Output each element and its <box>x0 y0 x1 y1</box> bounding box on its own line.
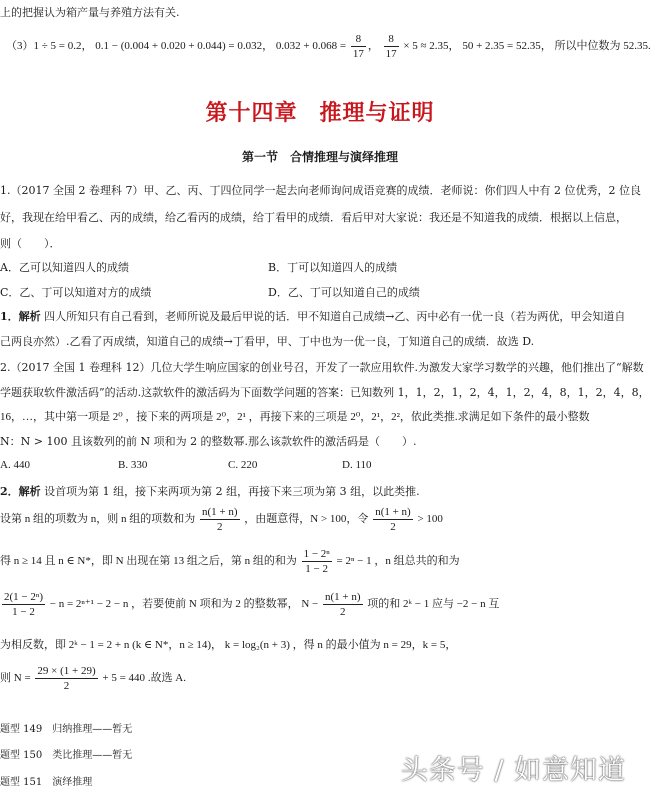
answer-1-label: 1．解析 <box>0 310 41 323</box>
question-1-option-d: D．乙、丁可以知道自己的成绩 <box>268 286 420 299</box>
section-title: 第一节 合情推理与演绎推理 <box>241 150 398 164</box>
topic-item-149: 题型 149 归纳推理——暂无 <box>0 724 133 735</box>
calc-prefix: （3）1 ÷ 5 = 0.2， <box>6 40 93 53</box>
answer-2-line-2: 设第 n 组的项数为 n，则 n 组的项数和为 $\frac{n(1 + n)}{2}$ ，由题意得，N > 100，令 $\frac{n(1 + n)}{2}$ > 100 <box>0 506 443 533</box>
median-calculation: （3）1 ÷ 5 = 0.2， 0.1 − (0.004 + 0.020 + 0.044) = 0.032， 0.032 + 0.068 = $\frac{8}{17}$ ， $\frac{8}{17}$ × 5 ≈ 2.35， 50 + 2.35 = 52.35， 所以中位数为 52.35. <box>6 33 651 60</box>
calc-part4: × 5 ≈ 2.35， <box>403 40 460 53</box>
question-2-line-4: N：N > 100 且该数列的前 N 项和为 2 的整数幂.那么该款软件的激活码是（ ）. <box>0 435 417 448</box>
answer-1-line-2: 己两良亦然）.乙看了丙成绩，知道自己的成绩→丁看甲，甲、丁中也为一优一良，丁知道自己的成绩．故选 D. <box>0 335 535 348</box>
question-1-line-3: 则（ ）． <box>0 237 61 250</box>
calc-suffix: 所以中位数为 52.35. <box>554 40 651 53</box>
answer-2-line-5: 为相反数，即 2ᵏ − 1 = 2 + n (k ∈ N*，n ≥ 14)， k = log₂(n + 3) ，得 n 的最小值为 n = 29，k = 5， <box>0 639 457 651</box>
question-1-option-b: B．丁可以知道四人的成绩 <box>268 261 398 274</box>
topic-item-150: 题型 150 类比推理——暂无 <box>0 750 133 761</box>
question-2-option-d: D. 110 <box>342 459 372 471</box>
question-1-line-1: 1.（2017 全国 2 卷理科 7）甲、乙、丙、丁四位同学一起去向老师询问成语竞赛的成绩．老师说：你们四人中有 2 位优秀，2 位良 <box>0 184 641 197</box>
question-1-option-c: C．乙、丁可以知道对方的成绩 <box>0 286 152 299</box>
question-2-option-c: C. 220 <box>228 459 258 471</box>
answer-1-line-1: 1．解析 四人所知只有自己看到，老师所说及最后甲说的话．甲不知道自己成绩→乙、丙中必有一优一良（若为两优，甲会知道自 <box>0 310 626 323</box>
fraction-8-17: $\frac{8}{17}$ <box>352 33 364 60</box>
question-2-option-a: A. 440 <box>0 459 30 471</box>
calc-part2: 0.1 − (0.004 + 0.020 + 0.044) = 0.032， <box>95 40 274 53</box>
answer-2-label: 2．解析 <box>0 485 41 498</box>
topic-item-151: 题型 151 演绎推理 <box>0 777 93 788</box>
question-2-line-1: 2.（2017 全国 1 卷理科 12）几位大学生响应国家的创业号召，开发了一款应用软件.为激发大家学习数学的兴趣，他们推出了“解数 <box>0 361 644 374</box>
previous-text-line: 上的把握认为箱产量与养殖方法有关. <box>0 6 180 19</box>
calc-part3: 0.032 + 0.068 = <box>275 40 347 53</box>
answer-2-line-4: $\frac{\text{2(1 − 2ⁿ)}}{1 - 2}$ − n = 2ⁿ⁺¹ − 2 − n ，若要使前 N 项和为 2 的整数幂， N − $\frac{n(1 + n)}{2}$ 项的和 2ᵏ − 1 应与 −2 − n 互 <box>4 591 500 618</box>
question-2-option-b: B. 330 <box>118 459 148 471</box>
question-2-line-3: 16，…，其中第一项是 2⁰ ，接下来的两项是 2⁰，2¹ ，再接下来的三项是 2⁰，2¹，2²，依此类推.求满足如下条件的最小整数 <box>0 411 590 423</box>
answer-2-line-6: 则 N = $\frac{29 \times (1 + 29)}{2}$ + 5 = 440 .故选 A. <box>0 665 187 692</box>
question-1-line-2: 好，我现在给甲看乙、丙的成绩，给乙看丙的成绩，给丁看甲的成绩．看后甲对大家说：我还是不知道我的成绩．根据以上信息， <box>0 211 627 224</box>
watermark: 头条号 / 如意知道 <box>400 755 626 786</box>
question-1-option-a: A．乙可以知道四人的成绩 <box>0 261 129 274</box>
question-2-line-2: 学题获取软件激活码”的活动.这款软件的激活码为下面数学问题的答案：已知数列 1，1，2，1，2，4，1，2，4，8，1，2，4，8， <box>0 386 650 399</box>
answer-2-line-3: 得 n ≥ 14 且 n ∈ N*，即 N 出现在第 13 组之后，第 n 组的和为 $\frac{\text{1 − 2ⁿ}}{1 - 2}$ = 2ⁿ − 1 ，n 组总共的和为 <box>0 548 460 575</box>
chapter-title: 第十四章 推理与证明 <box>205 100 435 126</box>
calc-part5: 50 + 2.35 = 52.35， <box>462 40 552 53</box>
answer-2-line-1: 2．解析 设首项为第 1 组，接下来两项为第 2 组，再接下来三项为第 3 组，以此类推. <box>0 485 420 498</box>
fraction-8-17: $\frac{8}{17}$ <box>385 33 397 60</box>
